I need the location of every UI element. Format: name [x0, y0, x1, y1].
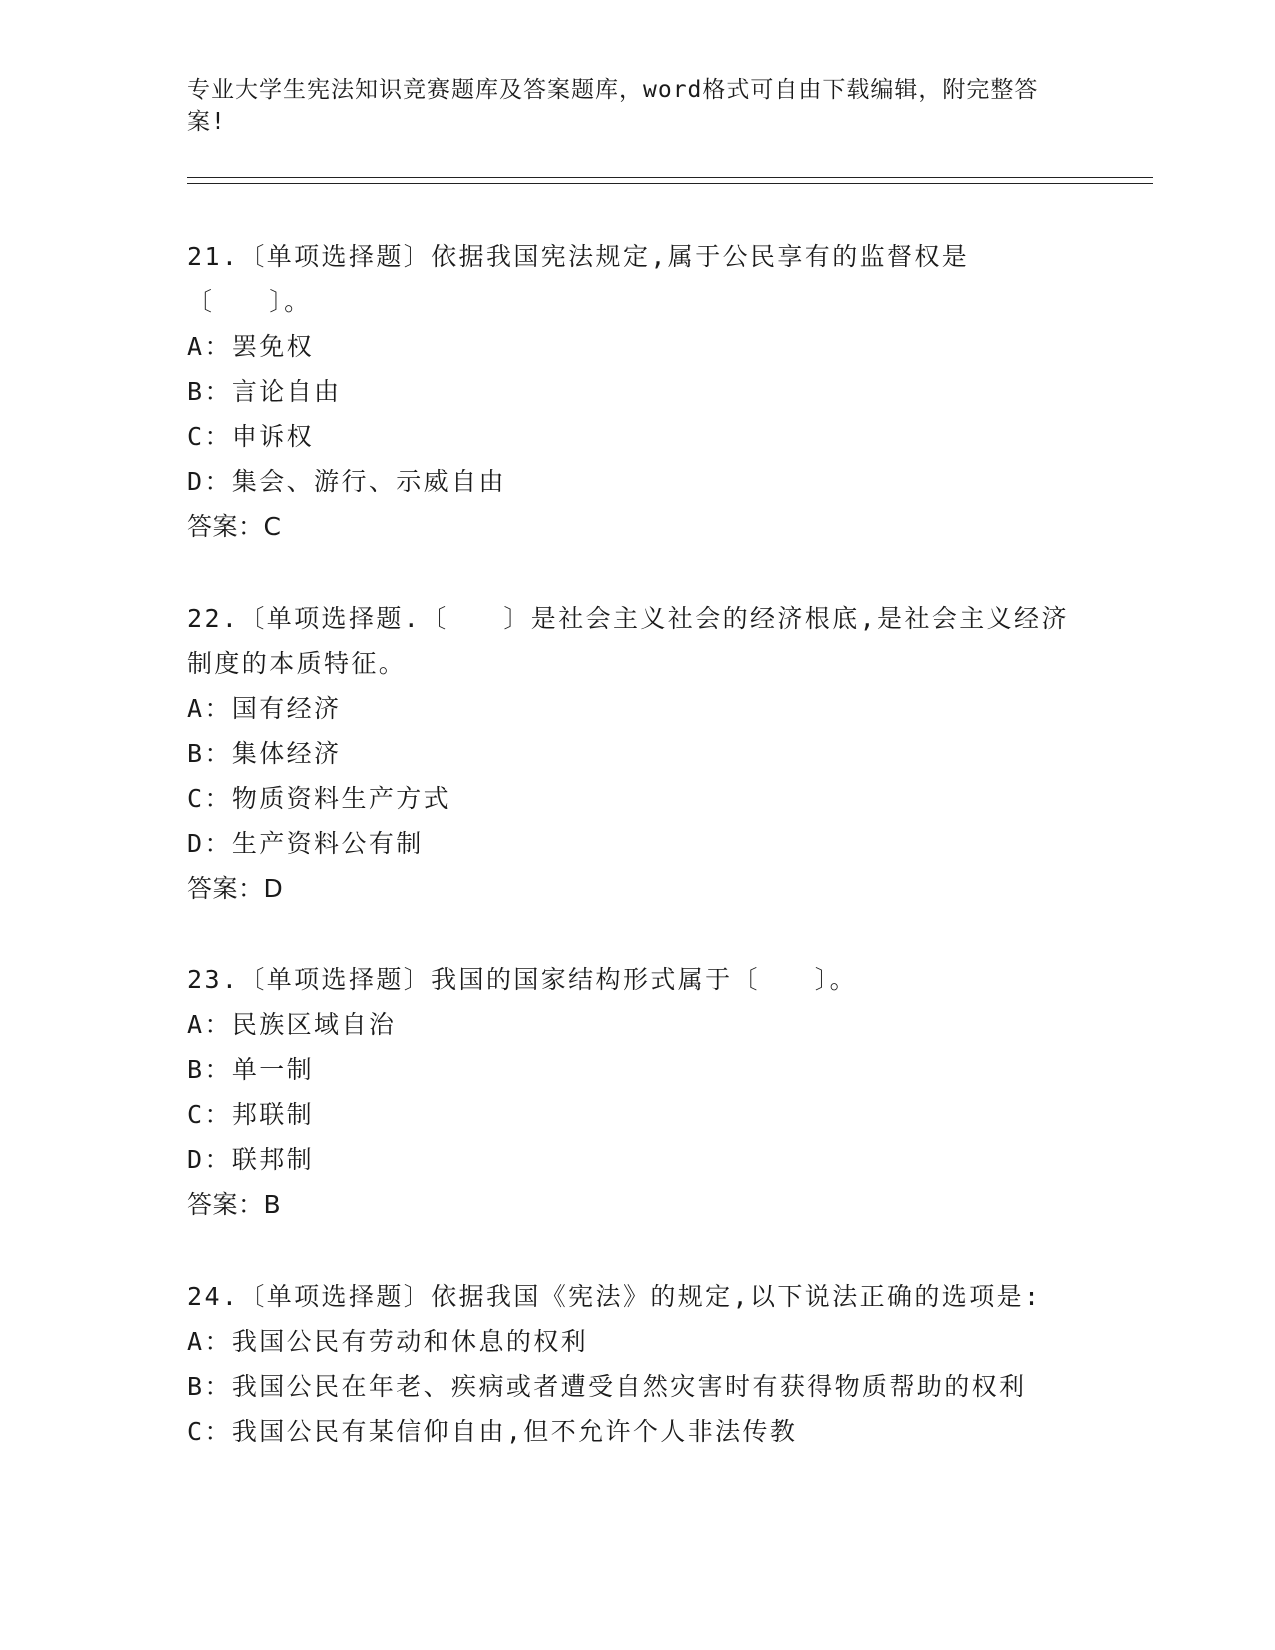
question-23	[187, 957, 1087, 1228]
header-double-rule	[187, 177, 1153, 184]
option-c: C：申诉权	[187, 422, 315, 451]
option-c: C：我国公民有某信仰自由,但不允许个人非法传教	[187, 1417, 798, 1446]
option-d: D：集会、游行、示威自由	[187, 467, 506, 496]
option-b: B：我国公民在年老、疾病或者遭受自然灾害时有获得物质帮助的权利	[187, 1372, 1027, 1401]
answer: 答案：B	[187, 1190, 282, 1219]
option-a: A：民族区域自治	[187, 1010, 397, 1039]
option-b: B：言论自由	[187, 377, 342, 406]
option-b: B：集体经济	[187, 739, 342, 768]
question-stem: 22.〔单项选择题.〔 〕是社会主义社会的经济根底,是社会主义经济制度的本质特征。	[187, 604, 1069, 678]
option-d: D：生产资料公有制	[187, 829, 424, 858]
option-a: A：我国公民有劳动和休息的权利	[187, 1327, 589, 1356]
question-stem: 21.〔单项选择题〕依据我国宪法规定,属于公民享有的监督权是〔 〕。	[187, 242, 970, 316]
option-d: D：联邦制	[187, 1145, 315, 1174]
option-b: B：单一制	[187, 1055, 315, 1084]
answer: 答案：C	[187, 512, 282, 541]
question-stem: 23.〔单项选择题〕我国的国家结构形式属于〔 〕。	[187, 965, 858, 994]
document-header: 专业大学生宪法知识竞赛题库及答案题库，word格式可自由下载编辑，附完整答案!	[187, 77, 1039, 135]
question-stem: 24.〔单项选择题〕依据我国《宪法》的规定,以下说法正确的选项是:	[187, 1282, 1042, 1311]
option-a: A：国有经济	[187, 694, 342, 723]
option-c: C：物质资料生产方式	[187, 784, 452, 813]
answer: 答案：D	[187, 874, 284, 903]
option-a: A：罢免权	[187, 332, 315, 361]
question-24	[187, 1274, 1087, 1454]
question-22	[187, 596, 1087, 912]
question-21	[187, 234, 1087, 550]
option-c: C：邦联制	[187, 1100, 315, 1129]
